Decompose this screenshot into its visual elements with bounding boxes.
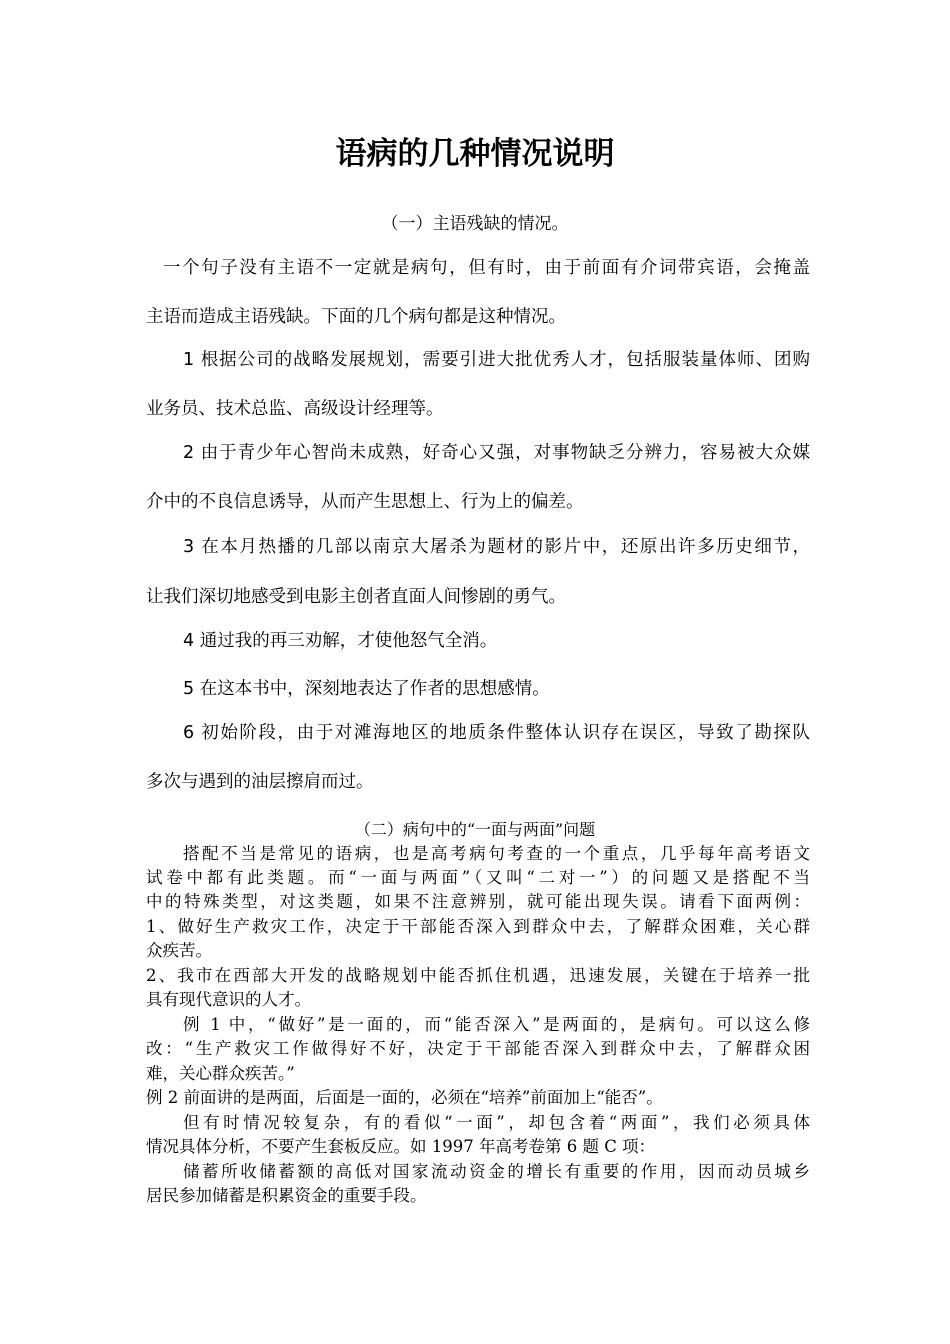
example-2-line-2: 介中的不良信息诱导，从而产生思想上、行为上的偏差。	[146, 492, 584, 512]
example-1-line-2: 业务员、技术总监、高级设计经理等。	[146, 399, 444, 419]
example-4: 4 通过我的再三劝解，才使他怒气全消。	[183, 631, 498, 651]
example-6-line-1: 6 初始阶段，由于对滩海地区的地质条件整体认识存在误区，导致了勘探队	[183, 723, 810, 743]
example-2-line-1: 2 由于青少年心智尚未成熟，好奇心又强，对事物缺乏分辨力，容易被大众媒	[183, 443, 810, 463]
section2-line-7: 具有现代意识的人才。	[146, 990, 311, 1009]
example-1-line-1: 1 根据公司的战略发展规划，需要引进大批优秀人才，包括服装量体师、团购	[183, 350, 810, 370]
page-title: 语病的几种情况说明	[335, 136, 615, 172]
section2-line-1: 搭配不当是常见的语病，也是高考病句考查的一个重点，几乎每年高考语文	[183, 844, 810, 863]
section1-heading: （一）主语残缺的情况。	[381, 214, 569, 234]
example-3-line-1: 3 在本月热播的几部以南京大屠杀为题材的影片中，还原出许多历史细节，	[183, 537, 810, 557]
section2-line-9: 改：“生产救灾工作做得好不好，决定于干部能否深入到群众中去，了解群众困	[146, 1039, 810, 1058]
section2-heading: （二）病句中的“一面与两面”问题	[354, 820, 596, 839]
section2-line-2: 试卷中都有此类题。而“一面与两面”（又叫“二对一”）的问题又是搭配不当	[146, 868, 810, 887]
example-5: 5 在这本书中，深刻地表达了作者的思想感情。	[183, 679, 550, 699]
section2-line-3: 中的特殊类型，对这类题，如果不注意辨别，就可能出现失误。请看下面两例：	[146, 892, 810, 911]
section2-line-15: 居民参加储蓄是积累资金的重要手段。	[146, 1186, 427, 1205]
section2-line-11: 例 2 前面讲的是两面，后面是一面的，必须在“培养”前面加上“能否”。	[146, 1088, 663, 1107]
section2-line-6: 2、我市在西部大开发的战略规划中能否抓住机遇，迅速发展，关键在于培养一批	[146, 966, 810, 985]
section2-line-5: 众疾苦。	[146, 941, 212, 960]
section2-line-8: 例 1 中，“做好”是一面的，而“能否深入”是两面的，是病句。可以这么修	[183, 1015, 810, 1034]
section2-line-4: 1、做好生产救灾工作，决定于干部能否深入到群众中去，了解群众困难，关心群	[146, 917, 810, 936]
section1-intro-line-2: 主语而造成主语残缺。下面的几个病句都是这种情况。	[146, 307, 566, 327]
section2-line-14: 储蓄所收储蓄额的高低对国家流动资金的增长有重要的作用，因而动员城乡	[183, 1162, 810, 1181]
section2-line-10: 难，关心群众疾苦。”	[146, 1064, 295, 1083]
section1-intro-line-1: 一个句子没有主语不一定就是病句，但有时，由于前面有介词带宾语，会掩盖	[163, 258, 810, 278]
example-6-line-2: 多次与遇到的油层擦肩而过。	[146, 772, 374, 792]
example-3-line-2: 让我们深切地感受到电影主创者直面人间惨剧的勇气。	[146, 587, 566, 607]
section2-line-12: 但有时情况较复杂，有的看似“一面”，却包含着“两面”，我们必须具体	[183, 1113, 810, 1132]
section2-line-13: 情况具体分析，不要产生套板反应。如 1997 年高考卷第 6 题 C 项：	[146, 1137, 656, 1156]
